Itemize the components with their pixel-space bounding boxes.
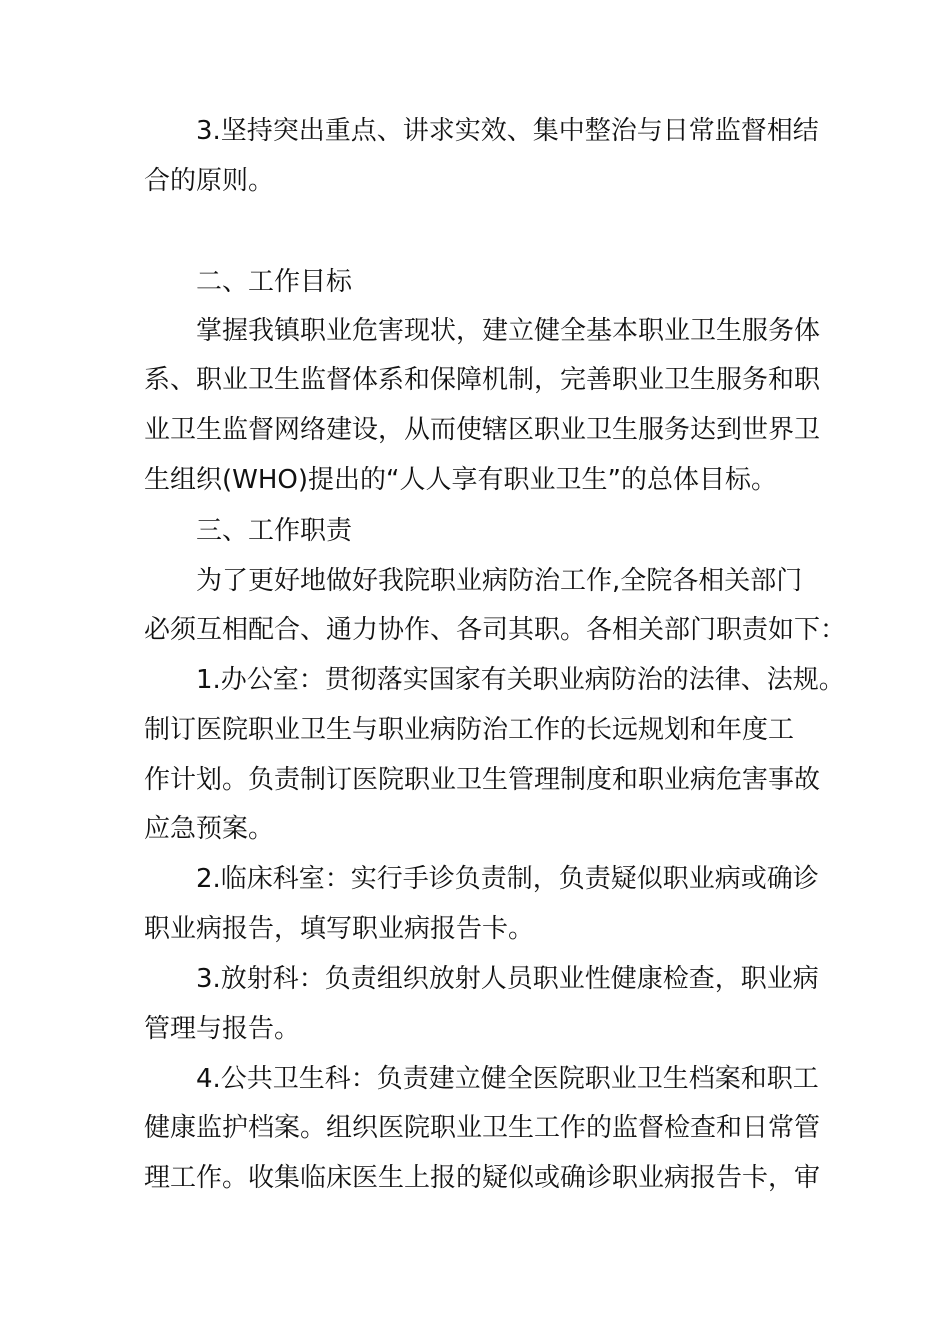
paragraph-goals-line-1: 掌握我镇职业危害现状，建立健全基本职业卫生服务体 <box>196 316 821 346</box>
paragraph-goals-line-2: 系、职业卫生监督体系和保障机制，完善职业卫生服务和职 <box>144 365 821 395</box>
paragraph-duties-intro-line-1: 为了更好地做好我院职业病防治工作,全院各相关部门 <box>196 566 803 596</box>
section-heading-goals: 二、工作目标 <box>196 267 353 297</box>
paragraph-radiology-line-2: 管理与报告。 <box>144 1014 301 1044</box>
paragraph-duties-intro-line-2: 必须互相配合、通力协作、各司其职。各相关部门职责如下： <box>144 615 847 645</box>
paragraph-goals-line-3: 业卫生监督网络建设，从而使辖区职业卫生服务达到世界卫 <box>144 415 821 445</box>
paragraph-public-health-line-3: 理工作。收集临床医生上报的疑似或确诊职业病报告卡，审 <box>144 1163 821 1193</box>
paragraph-clinical-line-2: 职业病报告，填写职业病报告卡。 <box>144 914 535 944</box>
paragraph-principle-3-line-1: 3.坚持突出重点、讲求实效、集中整治与日常监督相结 <box>196 116 819 146</box>
paragraph-office-line-1: 1.办公室：贯彻落实国家有关职业病防治的法律、法规。 <box>196 665 845 695</box>
paragraph-radiology-line-1: 3.放射科：负责组织放射人员职业性健康检查，职业病 <box>196 964 819 994</box>
paragraph-principle-3-line-2: 合的原则。 <box>144 166 275 196</box>
paragraph-office-line-3: 作计划。负责制订医院职业卫生管理制度和职业病危害事故 <box>144 765 821 795</box>
paragraph-office-line-4: 应急预案。 <box>144 814 275 844</box>
paragraph-public-health-line-2: 健康监护档案。组织医院职业卫生工作的监督检查和日常管 <box>144 1113 821 1143</box>
paragraph-clinical-line-1: 2.临床科室：实行手诊负责制，负责疑似职业病或确诊 <box>196 864 819 894</box>
section-heading-duties: 三、工作职责 <box>196 516 353 546</box>
paragraph-office-line-2: 制订医院职业卫生与职业病防治工作的长远规划和年度工 <box>144 715 795 745</box>
paragraph-public-health-line-1: 4.公共卫生科：负责建立健全医院职业卫生档案和职工 <box>196 1064 819 1094</box>
paragraph-goals-line-4: 生组织(WHO)提出的“人人享有职业卫生”的总体目标。 <box>144 465 777 495</box>
